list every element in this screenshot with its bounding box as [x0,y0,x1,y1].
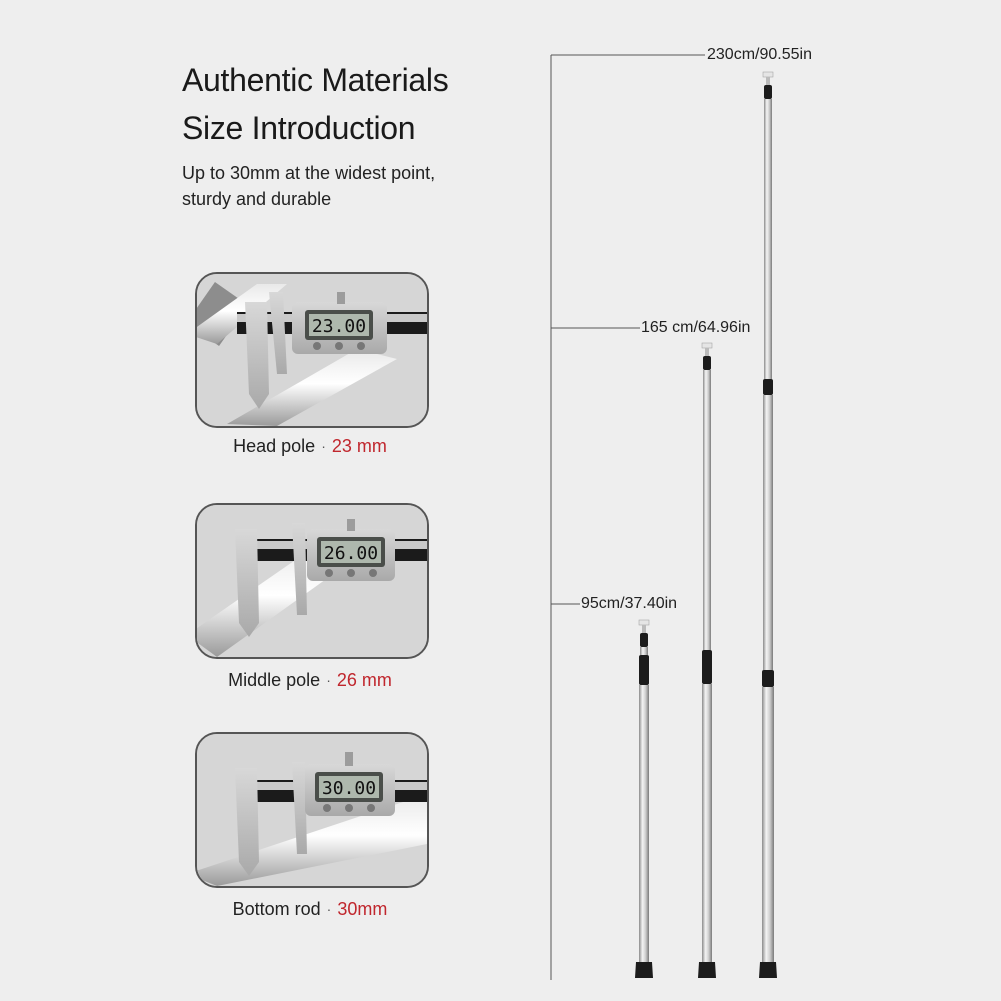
length-label-95cm: 95cm/37.40in [581,595,678,612]
title-line-1: Authentic Materials [182,62,449,98]
caliper-readout-bottom: 30.00 [321,778,377,799]
length-label-230cm: 230cm/90.55in [707,46,812,63]
length-label-165cm: 165 cm/64.96in [641,319,751,336]
caliper-readout-middle: 26.00 [323,543,379,564]
caption-separator: · [326,901,332,917]
caption-label: Bottom rod [232,899,321,919]
caption-measure: 26 mm [336,670,392,690]
subtitle-line-1: Up to 30mm at the widest point, [182,163,436,183]
caption-separator: · [321,438,326,454]
dimension-lines [551,55,705,980]
caption-measure: 23 mm [331,436,387,456]
pole-165cm [698,343,716,978]
title-line-2: Size Introduction [182,110,416,146]
caption-label: Head pole [233,436,316,456]
caption-measure: 30mm [337,899,388,919]
pole-95cm [635,620,653,978]
subtitle-line-2: sturdy and durable [182,189,332,209]
pole-230cm [759,72,777,978]
caption-separator: · [326,672,331,688]
caliper-readout-head: 23.00 [311,316,367,337]
caption-label: Middle pole [228,670,321,690]
